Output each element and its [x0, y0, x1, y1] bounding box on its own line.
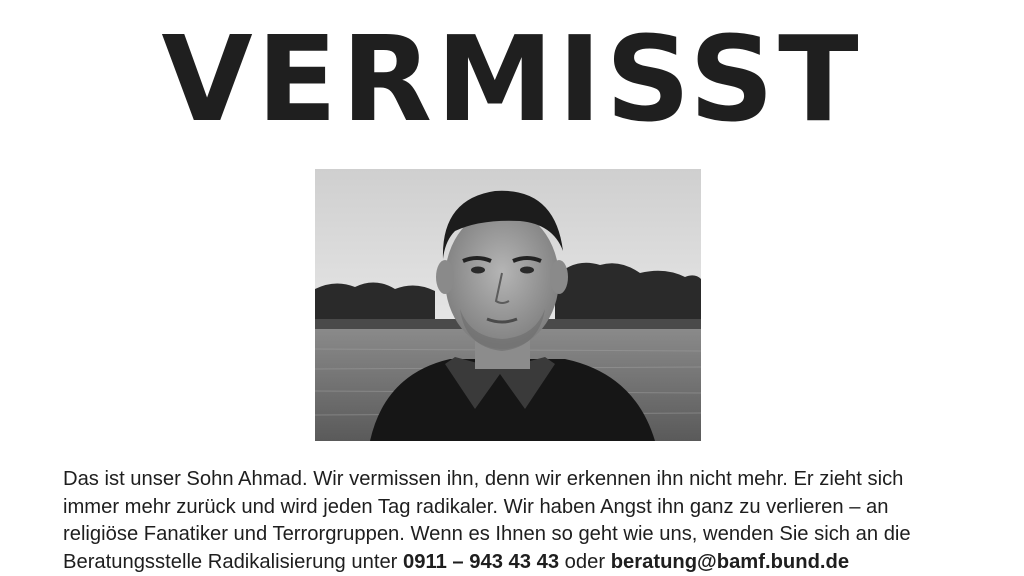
body-text-line: immer mehr zurück und wird jeden Tag radikaler. Wir haben Angst ihn ganz zu verlieren – an	[63, 495, 889, 518]
body-text-line	[63, 549, 963, 576]
contact-email[interactable]: beratung@bamf.bund.de	[610, 550, 850, 573]
body-text-line: Das ist unser Sohn Ahmad. Wir vermissen ihn, denn wir erkennen ihn nicht mehr. Er zieht sich	[63, 468, 904, 490]
portrait-photo	[315, 169, 701, 441]
contact-or: oder	[559, 550, 611, 573]
body-text	[63, 466, 963, 576]
headline: VERMISST	[161, 10, 863, 148]
hotline-phone[interactable]: 0911 – 943 43 43	[403, 550, 560, 573]
body-text-line: religiöse Fanatiker und Terrorgruppen. Wenn es Ihnen so geht wie uns, wenden Sie sich an die	[63, 523, 911, 545]
contact-intro: Beratungsstelle Radikalisierung unter	[63, 550, 404, 573]
